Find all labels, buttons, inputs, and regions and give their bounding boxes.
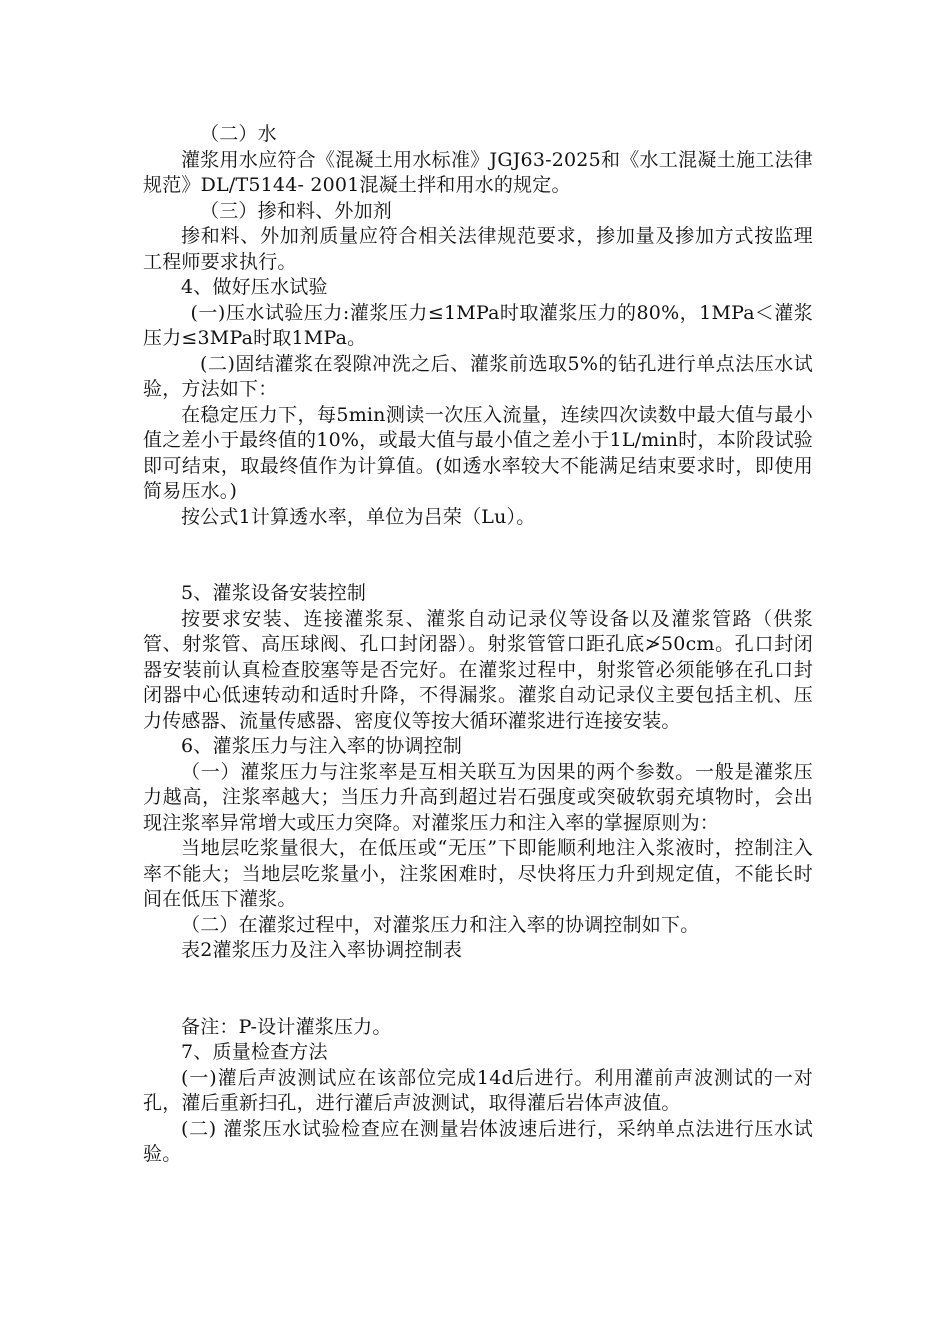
section6-principle: 当地层吃浆量很大，在低压或“无压”下即能顺利地注入浆液时，控制注入率不能大；当地层吃浆量小，注浆困难时，尽快将压力升到规定值，不能长时间在低压下灌浆。 xyxy=(143,837,813,910)
section7-heading: 7、质量检查方法 xyxy=(181,1041,328,1063)
table2-caption: 表2灌浆压力及注入率协调控制表 xyxy=(181,939,463,961)
section4-item1: (一)压水试验压力:灌浆压力≤1MPa时取灌浆压力的80%，1MPa＜灌浆压力≤3MPa时取1MPa。 xyxy=(143,301,813,349)
section6-item1: （一）灌浆压力与注浆率是互相关联互为因果的两个参数。一般是灌浆压力越高，注浆率越大；当压力升高到超过岩石强度或突破软弱充填物时，会出现注浆率异常增大或压力突降。对灌浆压力和注入率的掌握原则为： xyxy=(143,760,813,834)
section6-heading: 6、灌浆压力与注入率的协调控制 xyxy=(181,735,463,757)
section5-heading: 5、灌浆设备安装控制 xyxy=(181,582,367,604)
admixture-heading: （三）掺和料、外加剂 xyxy=(200,199,393,222)
water-body: 灌浆用水应符合《混凝土用水标准》JGJ63-2025和《水工混凝土施工法律规范》DL/T5144- 2001混凝土拌和用水的规定。 xyxy=(143,148,813,196)
section4-method: 在稳定压力下，每5min测读一次压入流量，连续四次读数中最大值与最小值之差小于最终值的10%，或最大值与最小值之差小于1L/min时，本阶段试验即可结束，取最终值作为计算值。(如透水率较大不能满足结束要求时，即使用简易压水。) xyxy=(143,403,813,502)
section5-body: 按要求安装、连接灌浆泵、灌浆自动记录仪等设备以及灌浆管路（供浆管、射浆管、高压球阀、孔口封闭器）。射浆管管口距孔底≯50cm。孔口封闭器安装前认真检查胶塞等是否完好。在灌浆过程中，射浆管必须能够在孔口封闭器中心低速转动和适时升降，不得漏浆。灌浆自动记录仪主要包括主机、压力传感器、流量传感器、密度仪等按大循环灌浆进行连接安装。 xyxy=(143,607,813,732)
water-heading: （二）水 xyxy=(200,123,277,145)
remark: 备注：P-设计灌浆压力。 xyxy=(181,1015,392,1038)
section4-heading: 4、做好压水试验 xyxy=(181,276,328,298)
section7-item2: (二) 灌浆压水试验检查应在测量岩体波速后进行，采纳单点法进行压水试验。 xyxy=(143,1117,813,1165)
section6-item2: （二）在灌浆过程中，对灌浆压力和注入率的协调控制如下。 xyxy=(181,913,700,936)
blank-space xyxy=(143,530,813,581)
section7-item1: (一)灌后声波测试应在该部位完成14d后进行。利用灌前声波测试的一对孔，灌后重新扫孔，进行灌后声波测试，取得灌后岩体声波值。 xyxy=(143,1066,813,1114)
table-placeholder xyxy=(143,964,813,1015)
admixture-body: 掺和料、外加剂质量应符合相关法律规范要求，掺加量及掺加方式按监理工程师要求执行。 xyxy=(143,225,813,273)
section4-formula: 按公式1计算透水率，单位为吕荣（Lu）。 xyxy=(181,505,536,528)
document-body xyxy=(143,122,813,1168)
section4-item2: (二)固结灌浆在裂隙冲洗之后、灌浆前选取5%的钻孔进行单点法压水试验，方法如下： xyxy=(143,352,813,400)
